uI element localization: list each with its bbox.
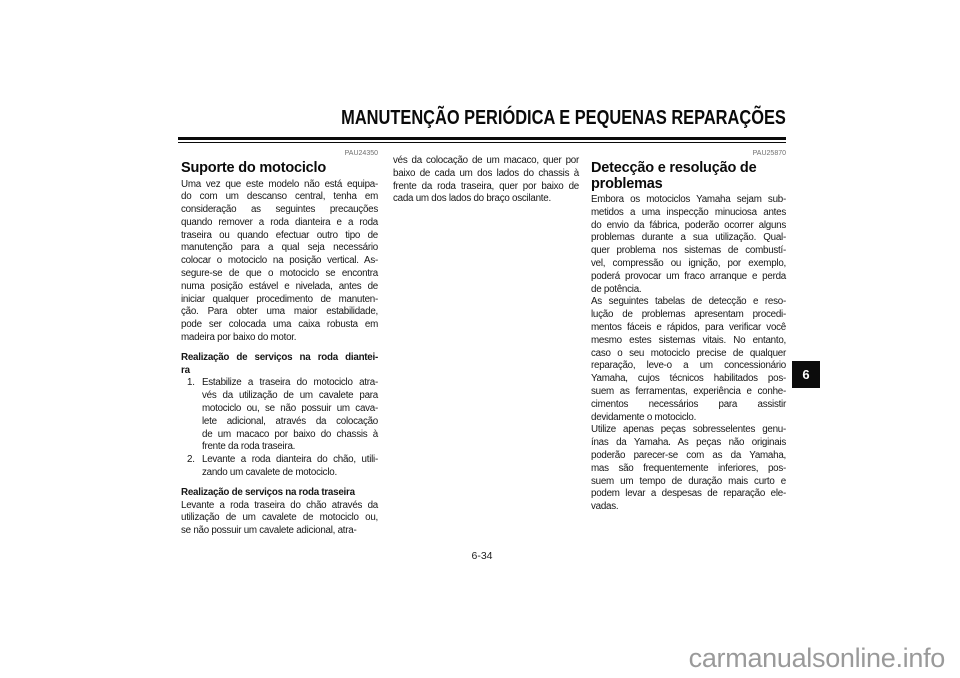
- header-rule: [178, 137, 786, 143]
- page-number: 6-34: [471, 550, 493, 562]
- list-item-2: [181, 454, 378, 480]
- subheading-rear-wheel: Realização de serviços na roda traseira: [181, 486, 355, 498]
- paragraph-rear-wheel-continued: vés da colocação de um macaco, quer por baixo de cada um dos lados do chassis à frente da roda traseira, quer por baixo de cada um dos lados do braço oscilante.: [393, 155, 579, 205]
- watermark-text: carmanualsonline.info: [688, 643, 945, 673]
- section-heading-troubleshooting: Detecção e resolução de problemas: [591, 160, 757, 192]
- section-heading-support: Suporte do motociclo: [181, 160, 327, 176]
- ref-code-left: PAU24350: [344, 150, 378, 157]
- list-item-2-number: 2.: [187, 454, 195, 466]
- header-rule-thin-line: [178, 142, 786, 144]
- paragraph-troubleshooting-3: Utilize apenas peças sobresselentes genu- ínas da Yamaha. As peças não originais poderão parecer-se com as da Yamaha, mas são frequentemente inferiores, pos- suem um tempo de duração mais curto e podem levar a despesas de reparação ele- vadas.: [591, 424, 786, 513]
- subheading-front-wheel: Realização de serviços na roda diantei- ra: [181, 351, 378, 376]
- paragraph-rear-wheel: Levante a roda traseira do chão através da utilização de um cavalete de motociclo ou, se não possuir um cavalete adicional, atra-: [181, 499, 378, 537]
- ref-code-right: PAU25870: [752, 150, 786, 157]
- column-middle: [393, 150, 579, 206]
- paragraph-troubleshooting-1: Embora os motociclos Yamaha sejam sub- metidos a uma inspecção minuciosa antes do envio da fábrica, poderão ocorrer alguns problemas durante a sua utilização. Qual- quer problema nos sistemas de combustí- vel, compressão ou ignição, por exemplo, poderá provocar um fraco arranque e perda de potência.: [591, 194, 786, 295]
- paragraph-support-intro: Uma vez que este modelo não está equipa- do com um descanso central, tenha em consideração as seguintes precauções quando remover a roda dianteira e a roda traseira ou quando efectuar outro tipo de manutenção para a qual seja necessário colocar o motociclo na posição vertical. As- segure-se de que o motociclo se encontra numa posição estável e nivelada, antes de iniciar qualquer procedimento de manuten- ção. Para obter uma maior estabilidade, pode ser colocada uma caixa robusta em madeira por baixo do motor.: [181, 178, 378, 344]
- numbered-list-front-wheel: [181, 377, 378, 479]
- chapter-tab-badge: 6: [792, 361, 820, 388]
- page-title: MANUTENÇÃO PERIÓDICA E PEQUENAS REPARAÇÕES: [341, 106, 786, 129]
- list-item-1: [181, 377, 378, 454]
- column-left: [181, 150, 378, 538]
- list-item-2-text: Levante a roda dianteira do chão, utili- zando um cavalete de motociclo.: [202, 454, 378, 479]
- column-right: [591, 150, 786, 514]
- header-rule-thick-line: [178, 137, 786, 140]
- list-item-1-number: 1.: [187, 377, 195, 389]
- paragraph-troubleshooting-2: As seguintes tabelas de detecção e reso- lução de problemas apresentam procedi- mentos fáceis e rápidos, para verificar você mesmo estes sistemas vitais. No entanto, caso o seu motociclo precise de qualquer reparação, leve-o a um concessionário Yamaha, cujos técnicos habilitados pos- suem as ferramentas, experiência e conhe- cimentos necessários para assistir devidamente o motociclo.: [591, 296, 786, 423]
- list-item-1-text: Estabilize a traseira do motociclo atra- vés da utilização de um cavalete para motociclo ou, se não possuir um cava- lete adicional, através da colocação de um macaco por baixo do chassis à frente da roda traseira.: [202, 377, 378, 453]
